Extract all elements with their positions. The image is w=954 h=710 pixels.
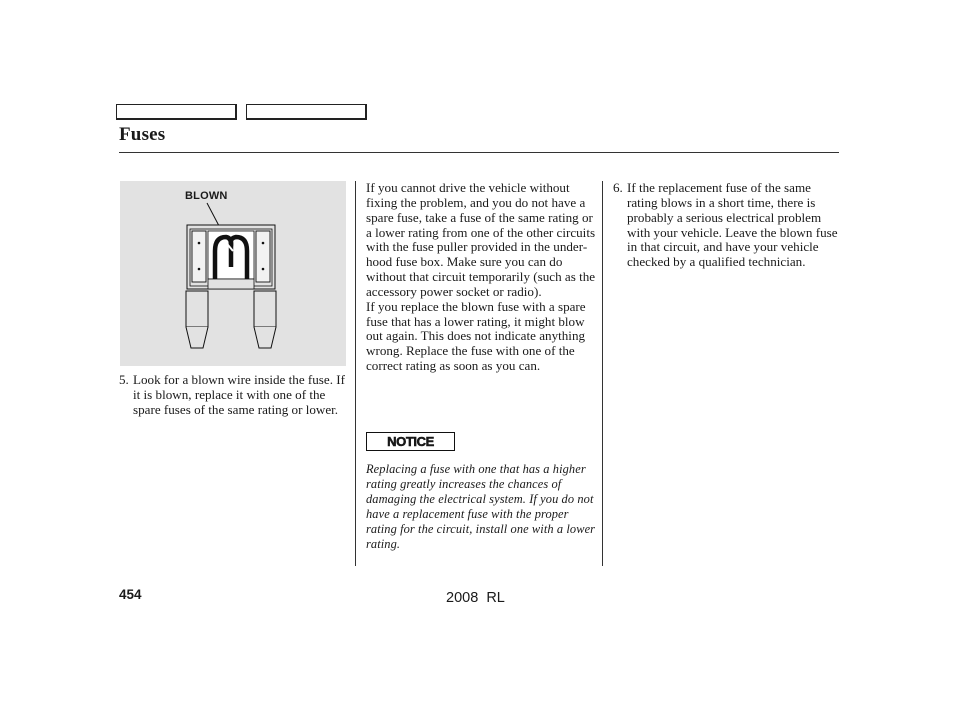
footer-model: 2008 RL — [446, 590, 505, 606]
notice-label: NOTICE — [387, 434, 434, 449]
page-title: Fuses — [119, 124, 166, 145]
blown-fuse-figure — [120, 181, 346, 366]
blown-fuse-illustration — [120, 181, 346, 366]
step-5 — [119, 373, 349, 418]
title-divider — [119, 152, 839, 153]
step-text: Look for a blown wire inside the fuse. If it is blown, replace it with one of the spare fuses of the same rating or lower. — [133, 372, 345, 417]
paragraph-lower-rating: If you replace the blown fuse with a spare fuse that has a lower rating, it might blow out again. This does not indicate anything wrong. Replace the fuse with one of the correct rating as soon as you can. — [366, 298, 586, 374]
notice-text: Replacing a fuse with one that has a higher rating greatly increases the chances of damaging the electrical system. If you do not have a replacement fuse with the proper rating for the circuit, install one with a lower rating. — [366, 462, 596, 551]
step-number: 6. — [613, 180, 623, 195]
column-divider — [602, 181, 603, 566]
blown-label: BLOWN — [185, 190, 228, 202]
paragraph-no-spare: If you cannot drive the vehicle without fixing the problem, and you do not have a spare fuse, take a fuse of the same rating or a lower rating from one of the other circuits with the fuse puller provided in the under-hood fuse box. Make sure you can do without that circuit temporarily (such as the accessory power socket or radio). — [366, 180, 596, 299]
notice-badge — [366, 432, 455, 451]
step-6 — [613, 181, 839, 270]
step-number: 5. — [119, 372, 129, 387]
nav-tab-previous[interactable] — [116, 104, 237, 120]
step-text: If the replacement fuse of the same rating blows in a short time, there is probably a serious electrical problem with your vehicle. Leave the blown fuse in that circuit, and have your vehicle checked by a qualified technician. — [627, 180, 838, 270]
column-divider — [355, 181, 356, 566]
nav-tab-next[interactable] — [246, 104, 367, 120]
page-number: 454 — [119, 587, 142, 602]
column-2 — [366, 181, 598, 374]
